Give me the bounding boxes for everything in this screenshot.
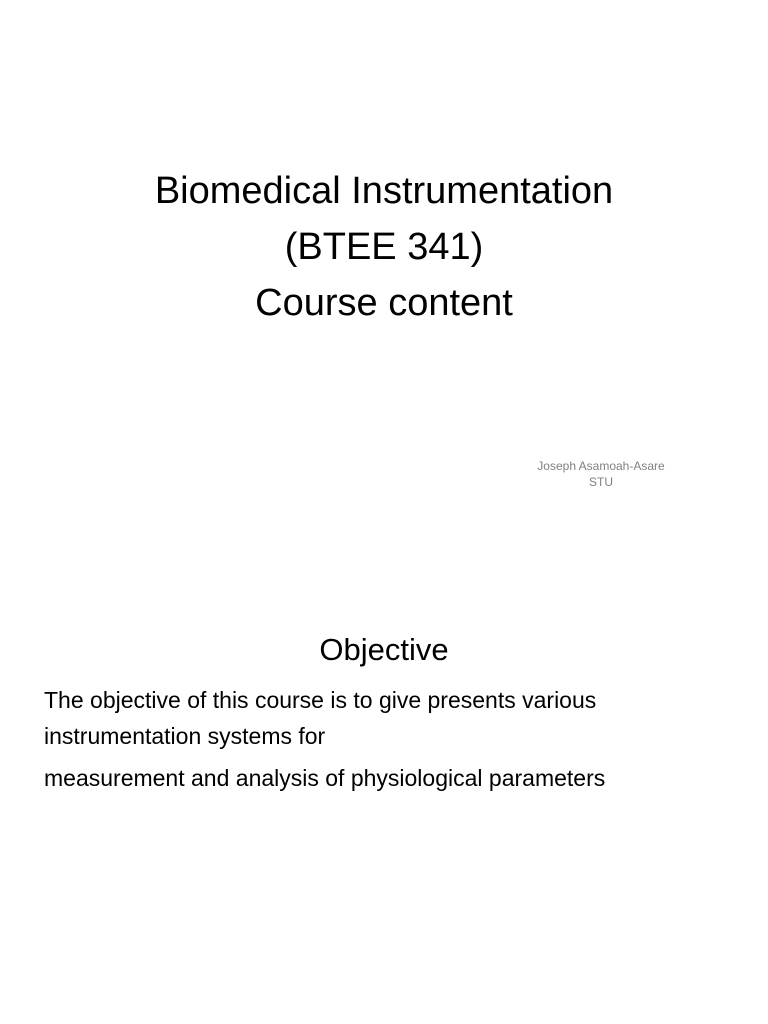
objective-heading: Objective	[319, 632, 449, 667]
title-line-subtitle: Course content	[255, 282, 513, 324]
title-line-course-name: Biomedical Instrumentation	[154, 170, 614, 212]
slide-title	[0, 163, 768, 331]
author-name: Joseph Asamoah-Asare	[537, 459, 665, 473]
author-institution: STU	[589, 475, 613, 489]
title-line-course-code: (BTEE 341)	[284, 226, 484, 268]
objective-line-1: The objective of this course is to give presents various	[44, 687, 597, 713]
objective-line-3: measurement and analysis of physiological parameters	[44, 765, 606, 791]
objective-line-2: instrumentation systems for	[44, 723, 326, 749]
objective-body	[44, 682, 744, 796]
author-info	[500, 458, 702, 490]
